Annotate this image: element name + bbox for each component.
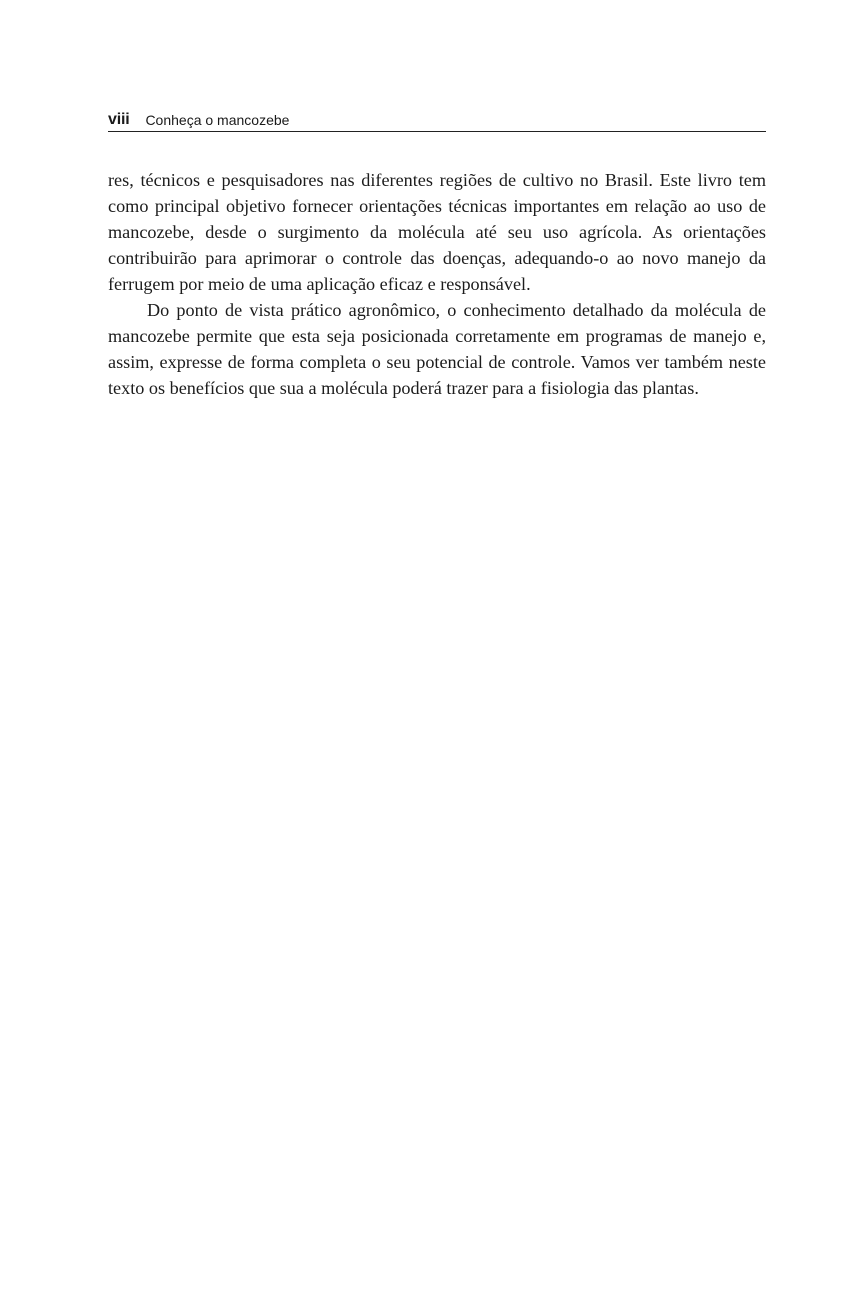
page-number: viii [108,111,130,128]
chapter-title: Conheça o mancozebe [145,112,290,128]
paragraph-continuation: res, técnicos e pesquisadores nas diferentes regiões de cultivo no Brasil. Este livro tem como principal objetivo fornecer orientações técnicas importantes em relação ao uso de mancozebe, desde o surgimento da molécula até seu uso agrícola. As orientações contribuirão para aprimorar o controle das doenças, adequando-o ao novo manejo da ferrugem por meio de uma aplicação eficaz e responsável. [108,170,766,294]
running-header [108,110,766,132]
body-text [108,167,766,401]
paragraph: Do ponto de vista prático agronômico, o conhecimento detalhado da molécula de mancozebe permite que esta seja posicionada corretamente em programas de manejo e, assim, expresse de forma completa o seu potencial de controle. Vamos ver também neste texto os benefícios que sua a molécula poderá trazer para a fisiologia das plantas. [108,300,766,398]
